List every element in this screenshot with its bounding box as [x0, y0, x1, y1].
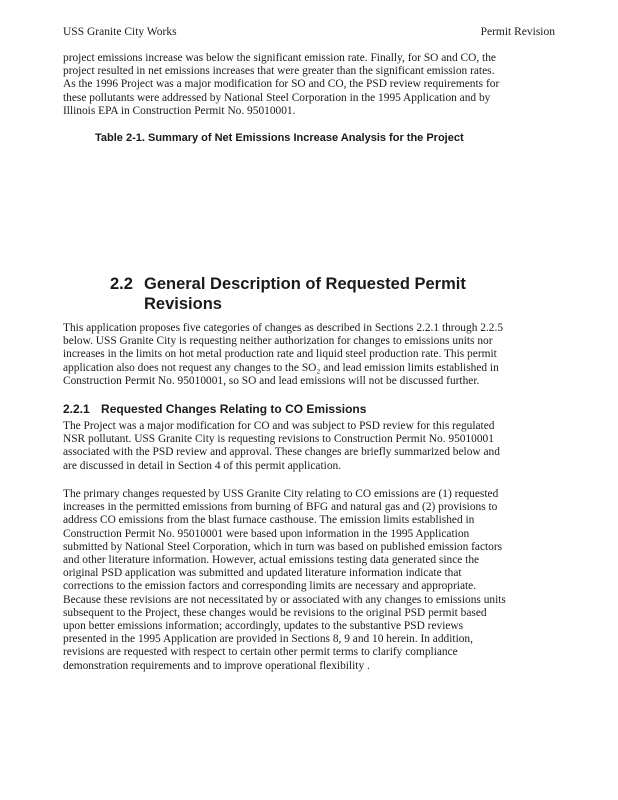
text-line: subsequent to the Project, these changes would be revisions to the original PSD permit based: [63, 606, 487, 619]
text-line: As the 1996 Project was a major modification for SO and CO, the PSD review requirements for: [63, 78, 500, 91]
text-line: address CO emissions from the blast furnace casthouse. The emission limits established in: [63, 514, 475, 527]
text-line: The Project was a major modification for CO and was subject to PSD review for this regulated: [63, 420, 495, 432]
project-paragraph: [63, 420, 518, 473]
text-line: revisions are requested with respect to certain other permit terms to clarify compliance: [63, 646, 458, 659]
text-line: and other literature information. However, actual emissions testing data generated since the: [63, 554, 480, 567]
text-line: Construction Permit No. 95010001 were based upon information in the 1995 Application: [63, 527, 470, 540]
header-left-title: USS Granite City Works: [63, 26, 177, 38]
text-line: Illinois EPA in Construction Permit No. 95010001.: [63, 104, 296, 117]
text-line: increases in the limits on hot metal production rate and liquid steel production rate. This permit: [63, 348, 497, 361]
text-line: The primary changes requested by USS Granite City relating to CO emissions are (1) requested: [63, 488, 499, 500]
running-header: [63, 26, 555, 42]
text-line: associated with the PSD review and approval. These changes are briefly summarized below and: [63, 446, 500, 459]
text-line: submitted by National Steel Corporation, which in turn was based on published emission factors: [63, 540, 503, 553]
subsection-heading: [63, 402, 366, 416]
text-line: application also does not request any changes to the SO₂ and lead emission limits established in: [63, 361, 499, 374]
text-line: project emissions increase was below the significant emission rate. Finally, for SO and CO, the: [63, 52, 496, 64]
text-line: NSR pollutant. USS Granite City is requesting revisions to Construction Permit No. 95010001: [63, 433, 494, 446]
text-line: corrections to the emission factors and corresponding limits are necessary and appropriate.: [63, 580, 477, 593]
changes-paragraph: [63, 488, 518, 673]
text-line: demonstration requirements and to improve operational flexibility .: [63, 659, 370, 672]
text-line: upon better emissions information; accordingly, updates to the substantive PSD reviews: [63, 620, 464, 633]
section-title-line: General Description of Requested Permit: [144, 275, 466, 293]
text-line: presented in the 1995 Application are provided in Sections 8, 9 and 10 herein. In addition,: [63, 633, 473, 646]
text-line: This application proposes five categories of changes as described in Sections 2.2.1 through 2.2.5: [63, 322, 504, 334]
section-title-line: Revisions: [144, 295, 222, 313]
text-line: Because these revisions are not necessitated by or associated with any changes to emissions units: [63, 593, 506, 606]
text-line: increases in the permitted emissions from burning of BFG and natural gas and (2) provisions to: [63, 501, 498, 514]
text-line: these pollutants were addressed by National Steel Corporation in the 1995 Application and by: [63, 91, 491, 104]
text-line: Construction Permit No. 95010001, so SO and lead emissions will not be discussed further.: [63, 374, 480, 387]
section-title: [144, 274, 484, 314]
text-line: original PSD application was submitted and updated literature information indicate that: [63, 567, 462, 580]
intro-paragraph: [63, 52, 518, 118]
text-line: are discussed in detail in Section 4 of this permit application.: [63, 459, 342, 472]
text-line: below. USS Granite City is requesting neither authorization for changes to emissions units nor: [63, 335, 493, 348]
overview-paragraph: [63, 322, 518, 388]
section-number: 2.2: [110, 275, 133, 293]
subsection-number: 2.2.1: [63, 402, 90, 416]
header-right-title: Permit Revision: [480, 26, 555, 38]
text-line: project resulted in net emissions increases that were greater than the significant emission rates.: [63, 65, 495, 78]
table-caption: Table 2-1. Summary of Net Emissions Increase Analysis for the Project: [95, 132, 464, 144]
subsection-title: Requested Changes Relating to CO Emissions: [101, 402, 367, 416]
